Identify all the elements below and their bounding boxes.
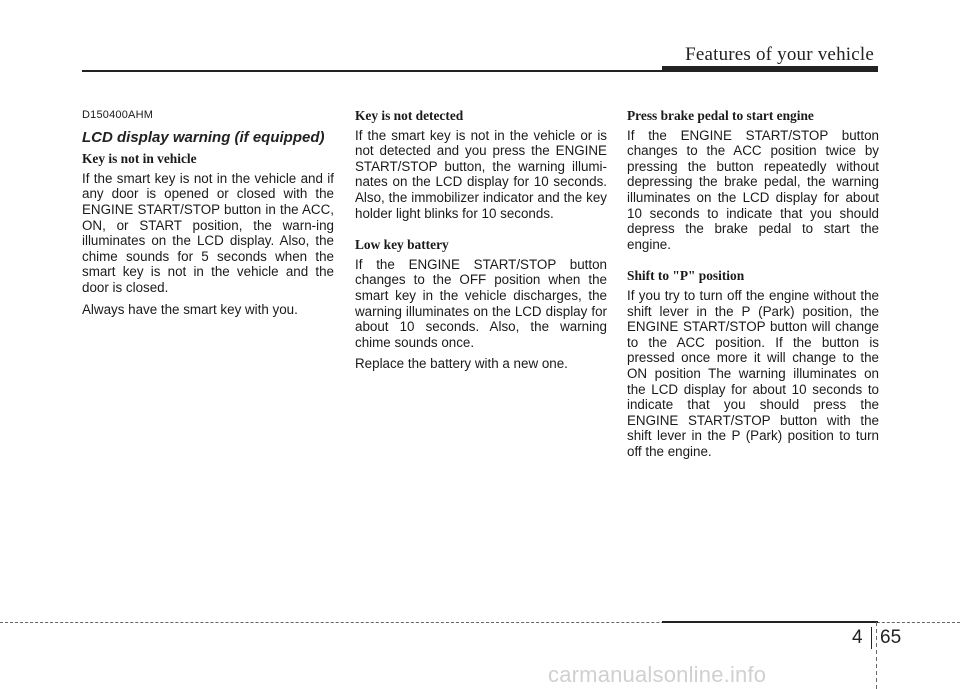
paragraph: If the smart key is not in the vehicle and if any door is opened or closed with the ENGINE START/STOP button in the ACC, ON, or START position, the warn-ing illuminates on the LCD display. Also, the chime sounds for 5 seconds when the smart key is not in the vehicle and the door is closed. <box>82 170 334 295</box>
heading-key-not-detected: Key is not detected <box>355 108 464 123</box>
section-subtitle: LCD display warning (if equipped) <box>82 128 325 146</box>
section-code: D150400AHM <box>82 109 154 121</box>
paragraph: If you try to turn off the engine without the shift lever in the P (Park) position, the ENGINE START/STOP button will change to the ACC position. If the button is pressed once more it will change to the ON position The warning illuminates on the LCD display for about 10 seconds to indicate that you should press the ENGINE START/STOP button with the shift lever in the P (Park) position to turn off the engine. <box>627 287 879 459</box>
heading-press-brake-pedal: Press brake pedal to start engine <box>627 108 814 123</box>
section-title: Features of your vehicle <box>685 44 874 65</box>
watermark: carmanualsonline.info <box>548 662 767 687</box>
paragraph: If the ENGINE START/STOP button changes to the OFF position when the smart key in the vehicle discharges, the warning illuminates on the LCD display for about 10 seconds. Also, the warning chime sounds once. <box>355 256 607 350</box>
chapter-number: 4 <box>852 627 863 648</box>
heading-key-not-in-vehicle: Key is not in vehicle <box>82 151 197 167</box>
column-3 <box>627 108 879 465</box>
paragraph: If the smart key is not in the vehicle or is not detected and you press the ENGINE START/STOP button, the warning illumi-nates on the LCD display for 10 seconds. Also, the immobilizer indicator and the key holder light blinks for 10 seconds. <box>355 127 607 221</box>
footer-rule-accent <box>662 621 878 623</box>
page-number: 65 <box>880 627 902 648</box>
footer-vertical-dashed-rule <box>876 622 877 689</box>
paragraph: Always have the smart key with you. <box>82 301 298 317</box>
column-1 <box>82 108 334 323</box>
paragraph: If the ENGINE START/STOP button changes to the ACC position twice by pressing the button repeatedly without depressing the brake pedal, the warning illuminates on the LCD display for about 10 seconds to indicate that you should depress the brake pedal to start the engine. <box>627 127 879 252</box>
column-2 <box>355 108 607 378</box>
page-number-divider <box>871 627 872 649</box>
paragraph: Replace the battery with a new one. <box>355 356 568 372</box>
header-rule-accent <box>662 66 878 72</box>
heading-shift-to-p: Shift to "P" position <box>627 268 745 284</box>
heading-low-key-battery: Low key battery <box>355 237 449 253</box>
